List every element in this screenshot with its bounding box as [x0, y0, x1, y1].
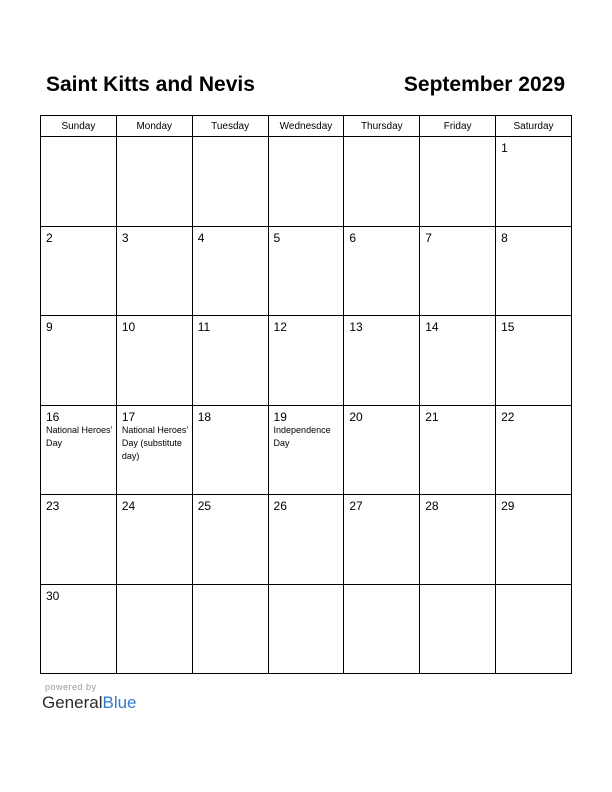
- day-cell: [268, 584, 344, 674]
- holiday-label: National Heroes’ Day: [46, 424, 113, 448]
- calendar-body: [41, 137, 572, 674]
- day-number: 3: [121, 230, 129, 245]
- day-number: 20: [349, 409, 363, 424]
- logo-text-blue: Blue: [102, 693, 137, 712]
- day-number: 4: [197, 230, 205, 245]
- country-title: Saint Kitts and Nevis: [46, 73, 255, 96]
- day-cell: [420, 495, 496, 585]
- logo-text-general: General: [42, 693, 103, 712]
- day-number: 1: [501, 141, 508, 155]
- day-cell: [344, 584, 420, 674]
- day-number: 2: [46, 230, 53, 245]
- month-year-title: September 2029: [403, 73, 565, 96]
- day-cell: [116, 137, 192, 227]
- day-cell: [344, 495, 420, 585]
- day-cell: [496, 316, 572, 406]
- day-number: 12: [273, 320, 287, 334]
- calendar-grid: [40, 115, 572, 674]
- day-cell: [192, 226, 268, 316]
- day-number: 14: [425, 320, 439, 334]
- week-row: [41, 405, 572, 495]
- day-number: 6: [349, 230, 357, 245]
- day-cell: [344, 226, 420, 316]
- week-row: [41, 584, 572, 674]
- day-cell: [192, 584, 268, 674]
- day-cell: [420, 584, 496, 674]
- day-cell: [496, 137, 572, 227]
- day-cell: [116, 226, 192, 316]
- day-cell: [116, 316, 192, 406]
- day-number: 16: [46, 409, 60, 424]
- day-number: 30: [46, 588, 60, 603]
- weekday-header-friday: Friday: [420, 116, 496, 137]
- day-number: 18: [197, 409, 212, 424]
- day-cell: [344, 405, 420, 495]
- day-cell: [268, 405, 344, 495]
- powered-by-label: powered by: [45, 682, 97, 692]
- day-cell: [268, 226, 344, 316]
- day-cell: [268, 495, 344, 585]
- day-cell: [496, 584, 572, 674]
- day-cell: [496, 405, 572, 495]
- weekday-header-row: [41, 116, 572, 137]
- day-number: 13: [349, 320, 363, 334]
- day-cell: [41, 316, 117, 406]
- day-cell: [496, 226, 572, 316]
- weekday-header-tuesday: Tuesday: [192, 116, 268, 137]
- day-number: 24: [121, 499, 136, 513]
- day-number: 25: [197, 499, 212, 513]
- day-cell: [192, 495, 268, 585]
- day-number: 15: [501, 320, 515, 334]
- week-row: [41, 495, 572, 585]
- day-number: 23: [46, 499, 60, 513]
- week-row: [41, 137, 572, 227]
- day-cell: [41, 405, 117, 495]
- day-cell: [420, 137, 496, 227]
- weekday-header-sunday: Sunday: [41, 116, 117, 137]
- day-number: 8: [501, 230, 508, 245]
- day-cell: [41, 495, 117, 585]
- day-cell: [496, 495, 572, 585]
- day-number: 19: [273, 409, 287, 424]
- day-cell: [268, 137, 344, 227]
- day-cell: [116, 405, 192, 495]
- day-cell: [192, 316, 268, 406]
- day-cell: [420, 316, 496, 406]
- day-number: 21: [425, 409, 439, 424]
- day-number: 9: [46, 320, 53, 334]
- day-cell: [344, 316, 420, 406]
- day-number: 10: [121, 320, 136, 334]
- day-cell: [420, 226, 496, 316]
- day-cell: [41, 137, 117, 227]
- day-number: 27: [349, 499, 363, 513]
- day-cell: [116, 584, 192, 674]
- day-cell: [420, 405, 496, 495]
- day-cell: [116, 495, 192, 585]
- day-cell: [41, 584, 117, 674]
- day-cell: [192, 405, 268, 495]
- day-number: 22: [501, 409, 515, 424]
- day-number: 29: [501, 499, 515, 513]
- weekday-header-monday: Monday: [116, 116, 192, 137]
- day-cell: [192, 137, 268, 227]
- day-number: 26: [273, 499, 287, 513]
- day-number: 11: [197, 320, 211, 334]
- day-cell: [41, 226, 117, 316]
- weekday-header-thursday: Thursday: [344, 116, 420, 137]
- holiday-label: Independence Day: [273, 424, 331, 448]
- day-cell: [344, 137, 420, 227]
- week-row: [41, 226, 572, 316]
- day-cell: [268, 316, 344, 406]
- generalblue-logo: [42, 693, 137, 713]
- day-number: 7: [425, 230, 432, 245]
- week-row: [41, 316, 572, 406]
- day-number: 28: [425, 499, 439, 513]
- day-number: 17: [121, 409, 136, 424]
- weekday-header-saturday: Saturday: [496, 116, 572, 137]
- holiday-label: National Heroes’ Day (substitute day): [121, 424, 189, 461]
- weekday-header-wednesday: Wednesday: [268, 116, 344, 137]
- day-number: 5: [273, 230, 281, 245]
